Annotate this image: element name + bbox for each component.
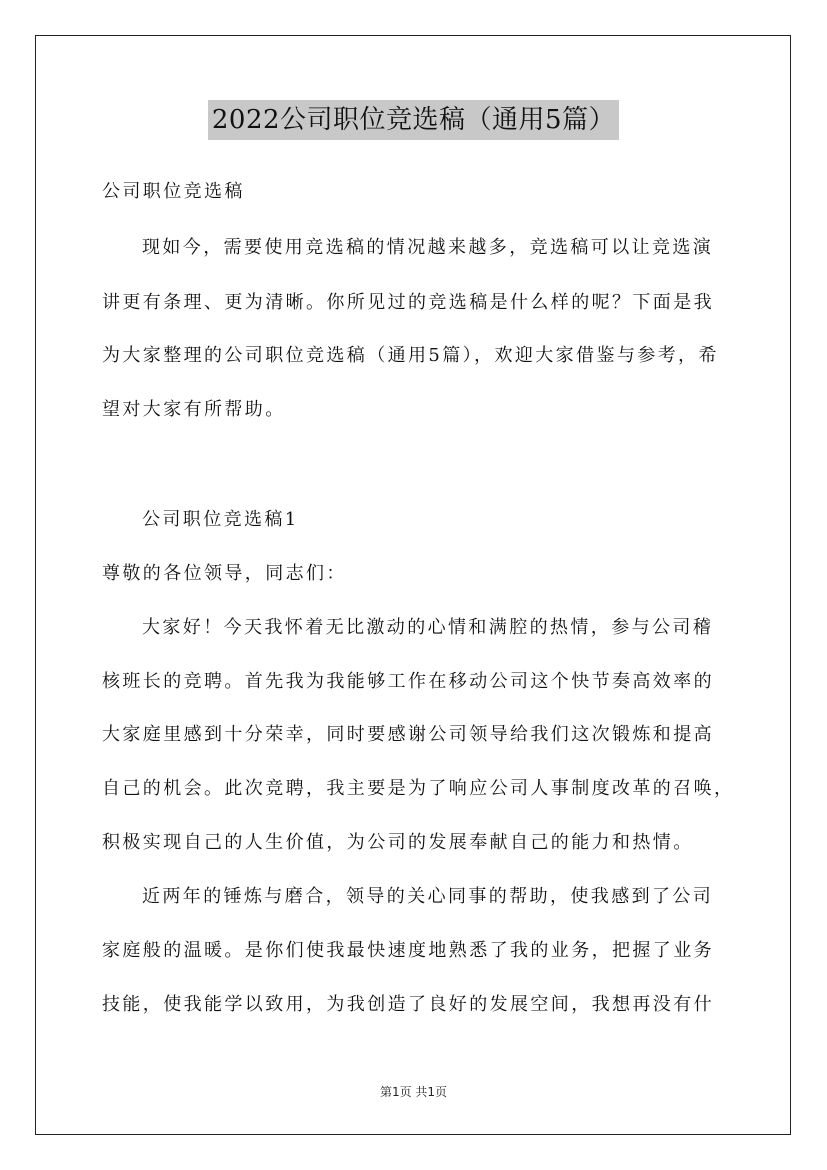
paragraph-line: 大家庭里感到十分荣幸，同时要感谢公司领导给我们这次锻炼和提高	[102, 724, 714, 745]
paragraph-line: 自己的机会。此次竞聘，我主要是为了响应公司人事制度改革的召唤，	[102, 778, 735, 799]
paragraph-line: 现如今，需要使用竞选稿的情况越来越多，竞选稿可以让竞选演	[142, 237, 714, 258]
salutation: 尊敬的各位领导，同志们：	[102, 563, 347, 584]
paragraph-line: 积极实现自己的人生价值，为公司的发展奉献自己的能力和热情。	[102, 832, 694, 853]
page-footer: 第1页 共1页	[379, 1085, 448, 1099]
title-container	[0, 100, 827, 140]
document-title: 2022公司职位竞选稿（通用5篇）	[208, 100, 619, 140]
subsection-heading: 公司职位竞选稿1	[142, 509, 299, 530]
paragraph-line: 核班长的竞聘。首先我为我能够工作在移动公司这个快节奏高效率的	[102, 671, 714, 692]
paragraph-line: 近两年的锤炼与磨合，领导的关心同事的帮助，使我感到了公司	[142, 886, 714, 907]
paragraph-line: 讲更有条理、更为清晰。你所见过的竞选稿是什么样的呢？下面是我	[102, 292, 714, 313]
section-heading: 公司职位竞选稿	[102, 181, 245, 202]
paragraph-line: 为大家整理的公司职位竞选稿（通用5篇），欢迎大家借鉴与参考，希	[102, 345, 719, 366]
paragraph-line: 大家好！今天我怀着无比激动的心情和满腔的热情，参与公司稽	[142, 617, 714, 638]
paragraph-line: 技能，使我能学以致用，为我创造了良好的发展空间，我想再没有什	[102, 994, 714, 1015]
paragraph-line: 家庭般的温暖。是你们使我最快速度地熟悉了我的业务，把握了业务	[102, 940, 714, 961]
paragraph-line: 望对大家有所帮助。	[102, 399, 286, 420]
